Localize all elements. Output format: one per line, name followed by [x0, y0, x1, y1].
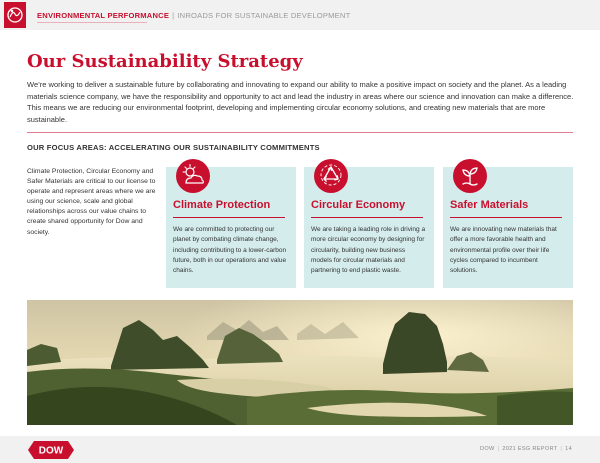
card-title: Circular Economy: [311, 199, 406, 211]
card-title: Safer Materials: [450, 199, 529, 211]
card-climate-protection: [166, 167, 296, 288]
header-section-label: ENVIRONMENTAL PERFORMANCE: [37, 11, 170, 20]
focus-areas-description: Climate Protection, Circular Economy and Safer Materials are critical to our license to operate and represent areas where we are using our science, scale and global relationships across our value chains to create shared opportunity for Dow and society.: [27, 168, 156, 236]
footer-info: DOW | 2021 ESG REPORT | 14: [479, 446, 572, 452]
focus-areas-heading: OUR FOCUS AREAS: ACCELERATING OUR SUSTAINABILITY COMMITMENTS: [27, 143, 320, 152]
footer-report: 2021 ESG REPORT: [502, 446, 558, 452]
header-underline: [37, 22, 147, 23]
dow-logo-icon: [28, 440, 74, 460]
page-footer: [0, 436, 600, 463]
card-circular-economy: [304, 167, 434, 288]
card-safer-materials: [443, 167, 573, 288]
page-header: [0, 0, 600, 30]
footer-company: DOW: [479, 446, 495, 452]
card-text: We are committed to protecting our planet by combating climate change, including contributing to a lower-carbon future, both in our operations and value chains.: [173, 226, 287, 275]
dow-diamond-logo-icon: [4, 2, 26, 28]
card-rule: [173, 217, 285, 218]
page-title: Our Sustainability Strategy: [27, 51, 303, 72]
dow-logo-wordmark: DOW: [38, 445, 64, 457]
card-text: We are taking a leading role in driving a more circular economy by designing for circularity, building new business models for circular materials and partnering to end plastic waste.: [311, 226, 426, 275]
header-separator: |: [172, 11, 175, 20]
header-subsection-label: INROADS FOR SUSTAINABLE DEVELOPMENT: [177, 11, 351, 20]
intro-paragraph: We’re working to deliver a sustainable future by collaborating and innovating to expand our ability to make a positive impact on society and the planet. As a leading materials science company, we have the responsibility and opportunity to act and lead the industry in areas where our science and innovation can make a difference. This means we are reducing our environmental footprint, developing and implementing circular economy solutions, and creating new materials that are more sustainable.: [27, 80, 574, 124]
page-number: 14: [565, 446, 572, 452]
sun-cloud-icon: [176, 159, 210, 193]
section-divider: [27, 132, 573, 133]
recycle-icon: [314, 159, 348, 193]
sprout-icon: [453, 159, 487, 193]
header-breadcrumb: [37, 11, 350, 20]
card-rule: [311, 217, 423, 218]
card-rule: [450, 217, 562, 218]
card-text: We are innovating new materials that offer a more favorable health and environmental profile over their life cycles compared to incumbent solutions.: [450, 226, 557, 275]
landscape-photo: [27, 300, 573, 425]
card-title: Climate Protection: [173, 199, 271, 211]
